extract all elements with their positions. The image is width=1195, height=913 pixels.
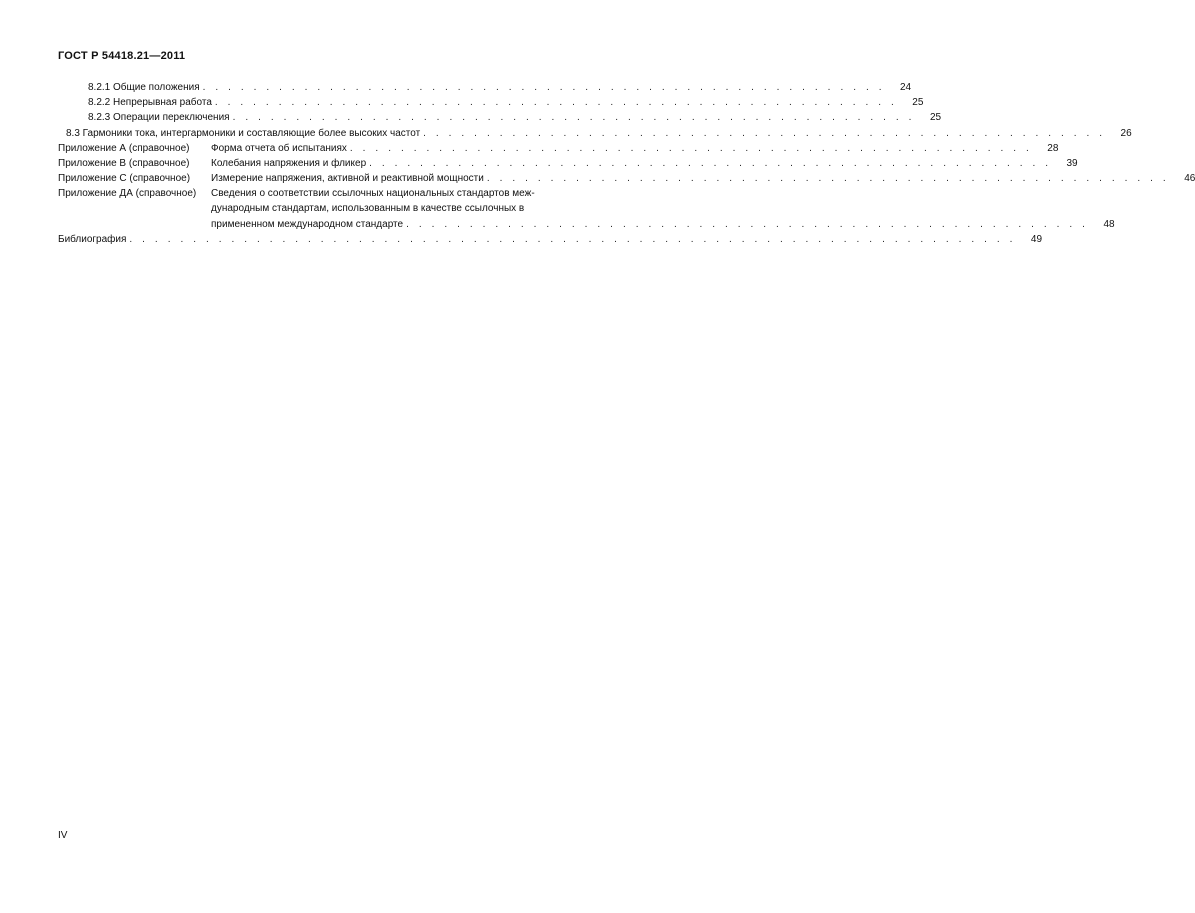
dot-leader: . . . . . . . . . . . . . . . . . . . . . . . . . . . . . . . . . . . . . . . . . . . . . . . . . . . . . . — [423, 127, 1106, 139]
toc-item-page: 48 — [1103, 218, 1115, 230]
dot-leader: . . . . . . . . . . . . . . . . . . . . . . . . . . . . . . . . . . . . . . . . . . . . . . . . . . . . . . — [349, 142, 1033, 154]
toc-item-page: 28 — [1047, 142, 1059, 154]
appendix-title-line-1: Сведения о соответствии ссылочных национальных стандартов меж- — [211, 188, 535, 200]
toc-item-8-2-3[interactable] — [58, 110, 942, 125]
appendix-label: Приложение В (справочное) — [58, 157, 190, 169]
toc-item-title: Библиография — [58, 232, 126, 247]
appendix-label: Приложение С (справочное) — [58, 173, 191, 185]
toc-item-page: 26 — [1120, 127, 1132, 139]
toc-item-title: 8.2.2 Непрерывная работа — [88, 95, 212, 110]
toc-item-title: 8.3 Гармоники тока, интергармоники и составляющие более высоких частот — [66, 126, 420, 141]
toc-item-page: 25 — [912, 97, 924, 109]
dot-leader: . . . . . . . . . . . . . . . . . . . . . . . . . . . . . . . . . . . . . . . . . . . . . . . . . . . . . . — [406, 218, 1089, 230]
toc-bibliography[interactable] — [58, 232, 1043, 247]
appendix-body — [211, 186, 1115, 232]
toc-item-page: 24 — [899, 81, 912, 93]
appendix-title-line-3-row — [211, 217, 1115, 232]
toc-item-8-2-1[interactable] — [58, 80, 912, 95]
appendix-body — [211, 141, 1059, 156]
toc-item-page: 25 — [929, 112, 942, 124]
toc-item-8-3[interactable] — [58, 126, 1132, 141]
dot-leader: . . . . . . . . . . . . . . . . . . . . . . . . . . . . . . . . . . . . . . . . . . . . . . . . . . . . . . — [214, 97, 898, 109]
appendix-title: Измерение напряжения, активной и реактивной мощности — [211, 171, 484, 186]
toc-appendix-da[interactable] — [58, 186, 1115, 232]
toc-item-8-2-2[interactable] — [58, 95, 924, 110]
appendix-title: Форма отчета об испытаниях — [211, 141, 347, 156]
dot-leader: . . . . . . . . . . . . . . . . . . . . . . . . . . . . . . . . . . . . . . . . . . . . . . . . . . . . . . — [202, 81, 886, 93]
toc-item-title: 8.2.1 Общие положения — [88, 80, 200, 95]
appendix-label: Приложение А (справочное) — [58, 142, 190, 154]
toc-item-title: 8.2.3 Операции переключения — [88, 110, 230, 125]
toc-item-page: 39 — [1066, 157, 1078, 169]
toc-appendix-b[interactable] — [58, 156, 1078, 171]
dot-leader: . . . . . . . . . . . . . . . . . . . . . . . . . . . . . . . . . . . . . . . . . . . . . . . . . . . . . . — [486, 173, 1170, 185]
document-header: ГОСТ Р 54418.21—2011 — [58, 50, 186, 62]
dot-leader: . . . . . . . . . . . . . . . . . . . . . . . . . . . . . . . . . . . . . . . . . . . . . . . . . . . . . . — [232, 112, 916, 124]
appendix-title-line-2: дународным стандартам, использованным в качестве ссылочных в — [211, 203, 525, 215]
dot-leader: . . . . . . . . . . . . . . . . . . . . . . . . . . . . . . . . . . . . . . . . . . . . . . . . . . . . . . — [369, 157, 1052, 169]
appendix-body — [211, 171, 1195, 186]
appendix-title-line-3: примененном международном стандарте — [211, 217, 403, 232]
appendix-label: Приложение ДА (справочное) — [58, 188, 197, 200]
toc-item-page: 46 — [1184, 173, 1195, 185]
dot-leader: . . . . . . . . . . . . . . . . . . . . . . . . . . . . . . . . . . . . . . . . . . . . . . . . . . . . . . . . . . . . . . . . . . . . . . — [129, 233, 1017, 245]
appendix-title: Колебания напряжения и фликер — [211, 156, 366, 171]
toc-appendix-a[interactable] — [58, 141, 1059, 156]
table-of-contents — [58, 80, 1195, 247]
toc-item-page: 49 — [1030, 233, 1043, 245]
page-number: IV — [58, 830, 68, 841]
toc-appendix-c[interactable] — [58, 171, 1195, 186]
appendix-body — [211, 156, 1078, 171]
